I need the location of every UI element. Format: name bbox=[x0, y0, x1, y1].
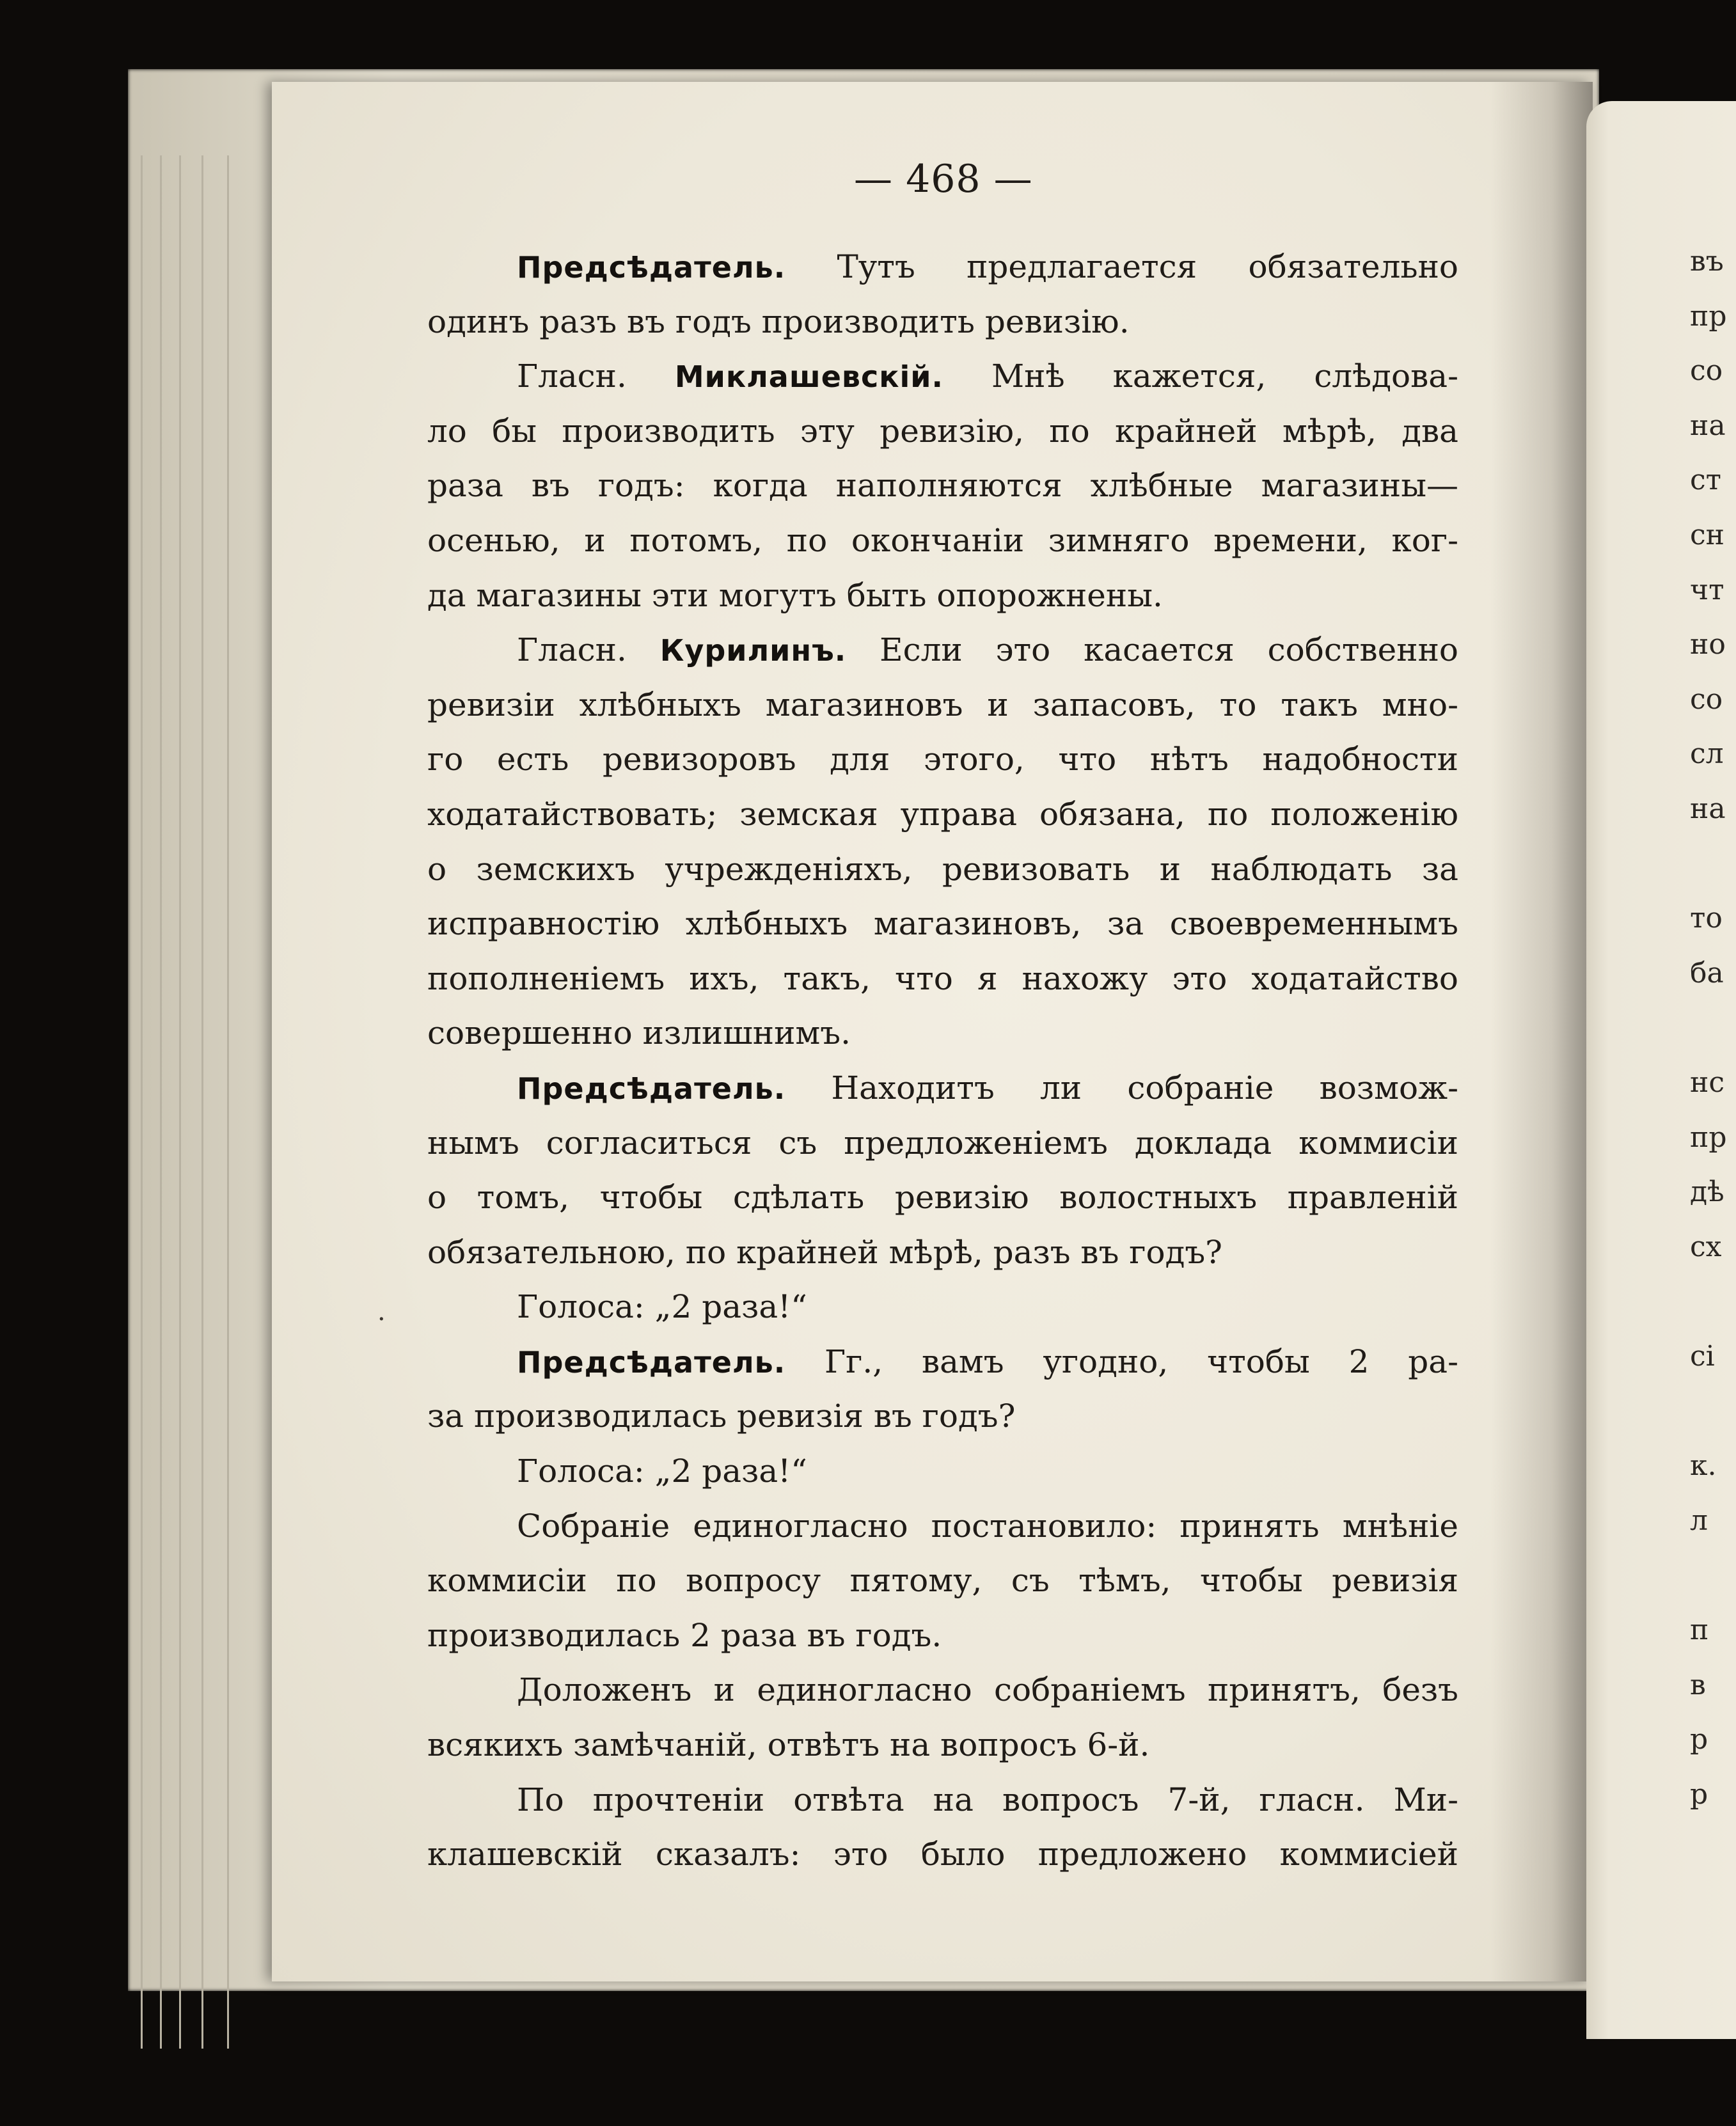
line-text: Собраніе единогласно постановило: принять мнѣніе bbox=[517, 1507, 1458, 1545]
right-page-fragment: пр bbox=[1690, 299, 1727, 333]
right-page-fragment: сх bbox=[1690, 1230, 1722, 1263]
line-text: осенью, и потомъ, по окончаніи зимняго времени, ког- bbox=[427, 521, 1458, 559]
text-line bbox=[427, 459, 1458, 514]
line-text: пополненіемъ ихъ, такъ, что я нахожу это ходатайство bbox=[427, 959, 1458, 997]
text-line bbox=[427, 1335, 1458, 1390]
line-text: Голоса: „2 раза!“ bbox=[517, 1453, 807, 1490]
right-page-fragment: нс bbox=[1690, 1066, 1724, 1099]
line-text: ло бы производить эту ревизію, по крайней мѣрѣ, два bbox=[427, 412, 1458, 450]
speaker-prefix: Гласн. bbox=[517, 631, 660, 669]
speaker-name: Предсѣдатель. bbox=[517, 1344, 786, 1380]
text-line bbox=[427, 1061, 1458, 1116]
right-page-fragment: со bbox=[1690, 682, 1723, 716]
text-line bbox=[427, 1170, 1458, 1225]
line-text: нымъ согласиться съ предложеніемъ доклада коммисіи bbox=[427, 1124, 1458, 1161]
line-text: коммисіи по вопросу пятому, съ тѣмъ, чтобы ревизія bbox=[427, 1562, 1458, 1600]
text-line bbox=[427, 1389, 1458, 1444]
speaker-name: Курилинъ. bbox=[659, 633, 847, 668]
speaker-name: Предсѣдатель. bbox=[517, 250, 786, 285]
line-text: исправностію хлѣбныхъ магазиновъ, за своевременнымъ bbox=[427, 905, 1458, 943]
speaker-prefix: Гласн. bbox=[517, 358, 675, 395]
text-line bbox=[427, 1718, 1458, 1773]
line-text: Тутъ предлагается обязательно bbox=[785, 248, 1458, 285]
line-text: Если это касается собственно bbox=[846, 631, 1458, 669]
line-text: Мнѣ кажется, слѣдова- bbox=[943, 358, 1458, 395]
text-line bbox=[427, 240, 1458, 295]
line-text: ревизіи хлѣбныхъ магазиновъ и запасовъ, то такъ мно- bbox=[427, 686, 1458, 723]
page-body-text bbox=[427, 240, 1458, 1882]
right-page-fragment: то bbox=[1690, 902, 1723, 935]
line-text: да магазины эти могутъ быть опорожнены. bbox=[427, 576, 1163, 614]
line-text: производилась 2 раза въ годъ. bbox=[427, 1616, 942, 1654]
line-text: за производилась ревизія въ годъ? bbox=[427, 1398, 1016, 1435]
line-text: По прочтеніи отвѣта на вопросъ 7-й, гласн. Ми- bbox=[517, 1781, 1458, 1818]
right-page-fragment: сн bbox=[1690, 519, 1724, 551]
right-page-fragment: пр bbox=[1690, 1121, 1727, 1154]
line-text: Находитъ ли собраніе возмож- bbox=[785, 1069, 1458, 1106]
stray-ink-mark: · bbox=[377, 1305, 386, 1334]
page-edge-line bbox=[141, 155, 143, 2049]
line-text: всякихъ замѣчаній, отвѣтъ на вопросъ 6-й. bbox=[427, 1726, 1150, 1764]
text-line bbox=[427, 1827, 1458, 1882]
right-page-fragment: ба bbox=[1690, 956, 1724, 989]
line-text: Гг., вамъ угодно, чтобы 2 ра- bbox=[785, 1343, 1458, 1380]
text-line bbox=[427, 623, 1458, 678]
text-line bbox=[427, 295, 1458, 350]
text-line bbox=[427, 1116, 1458, 1171]
right-page-fragment: к. bbox=[1690, 1449, 1717, 1483]
text-line bbox=[427, 569, 1458, 624]
text-line bbox=[427, 1006, 1458, 1061]
line-text: обязательною, по крайней мѣрѣ, разъ въ годъ? bbox=[427, 1233, 1222, 1271]
page-edge-line bbox=[160, 155, 162, 2049]
line-text: го есть ревизоровъ для этого, что нѣтъ надобности bbox=[427, 741, 1458, 778]
text-line bbox=[427, 1609, 1458, 1664]
right-page-fragment: но bbox=[1690, 628, 1726, 661]
page-edge-line bbox=[227, 155, 229, 2049]
line-text: совершенно излишнимъ. bbox=[427, 1014, 851, 1052]
text-line bbox=[427, 1225, 1458, 1280]
right-page-fragment: п bbox=[1690, 1614, 1709, 1646]
gutter-shadow bbox=[1490, 82, 1593, 1981]
line-text: одинъ разъ въ годъ производить ревизію. bbox=[427, 303, 1130, 340]
speaker-name: Миклашевскій. bbox=[674, 359, 943, 395]
text-line bbox=[427, 1444, 1458, 1499]
right-page-fragment: р bbox=[1690, 1723, 1708, 1756]
right-page-fragment: ст bbox=[1690, 464, 1721, 497]
text-line bbox=[427, 787, 1458, 842]
text-line bbox=[427, 349, 1458, 404]
page-edge-line bbox=[201, 155, 203, 2049]
text-line bbox=[427, 1663, 1458, 1718]
text-line bbox=[427, 678, 1458, 733]
text-line bbox=[427, 514, 1458, 569]
line-text: Доложенъ и единогласно собраніемъ принятъ, безъ bbox=[517, 1671, 1458, 1709]
line-text: раза въ годъ: когда наполняются хлѣбные магазины— bbox=[427, 467, 1458, 505]
text-line bbox=[427, 404, 1458, 459]
line-text: о земскихъ учрежденіяхъ, ревизовать и наблюдать за bbox=[427, 850, 1458, 888]
right-page-fragment: р bbox=[1690, 1777, 1708, 1811]
text-line bbox=[427, 952, 1458, 1007]
right-page-fragment: л bbox=[1690, 1504, 1708, 1537]
right-page-fragment: на bbox=[1690, 409, 1726, 442]
text-line bbox=[427, 1280, 1458, 1335]
right-page-fragment: сі bbox=[1690, 1340, 1715, 1373]
right-page-fragment: сл bbox=[1690, 737, 1724, 771]
text-line bbox=[427, 732, 1458, 787]
right-page-fragment: дѣ bbox=[1690, 1176, 1724, 1209]
speaker-name: Предсѣдатель. bbox=[517, 1071, 786, 1106]
line-text: Голоса: „2 раза!“ bbox=[517, 1288, 807, 1326]
text-line bbox=[427, 1499, 1458, 1554]
text-line bbox=[427, 1773, 1458, 1828]
text-line bbox=[427, 897, 1458, 952]
page-edge-line bbox=[179, 155, 181, 2049]
line-text: ходатайствовать; земская управа обязана, по положенію bbox=[427, 795, 1458, 833]
line-text: о томъ, чтобы сдѣлать ревизію волостныхъ правленій bbox=[427, 1179, 1458, 1217]
text-line bbox=[427, 1554, 1458, 1609]
right-page-fragment: въ bbox=[1690, 245, 1724, 278]
right-page-fragment: чт bbox=[1690, 573, 1724, 606]
right-page-fragment: со bbox=[1690, 354, 1723, 388]
right-page-fragment: на bbox=[1690, 792, 1726, 825]
line-text: клашевскій сказалъ: это было предложено коммисіей bbox=[427, 1836, 1458, 1873]
page-number: — 468 — bbox=[854, 157, 1033, 201]
text-line bbox=[427, 842, 1458, 897]
right-page-fragment: в bbox=[1690, 1668, 1706, 1701]
